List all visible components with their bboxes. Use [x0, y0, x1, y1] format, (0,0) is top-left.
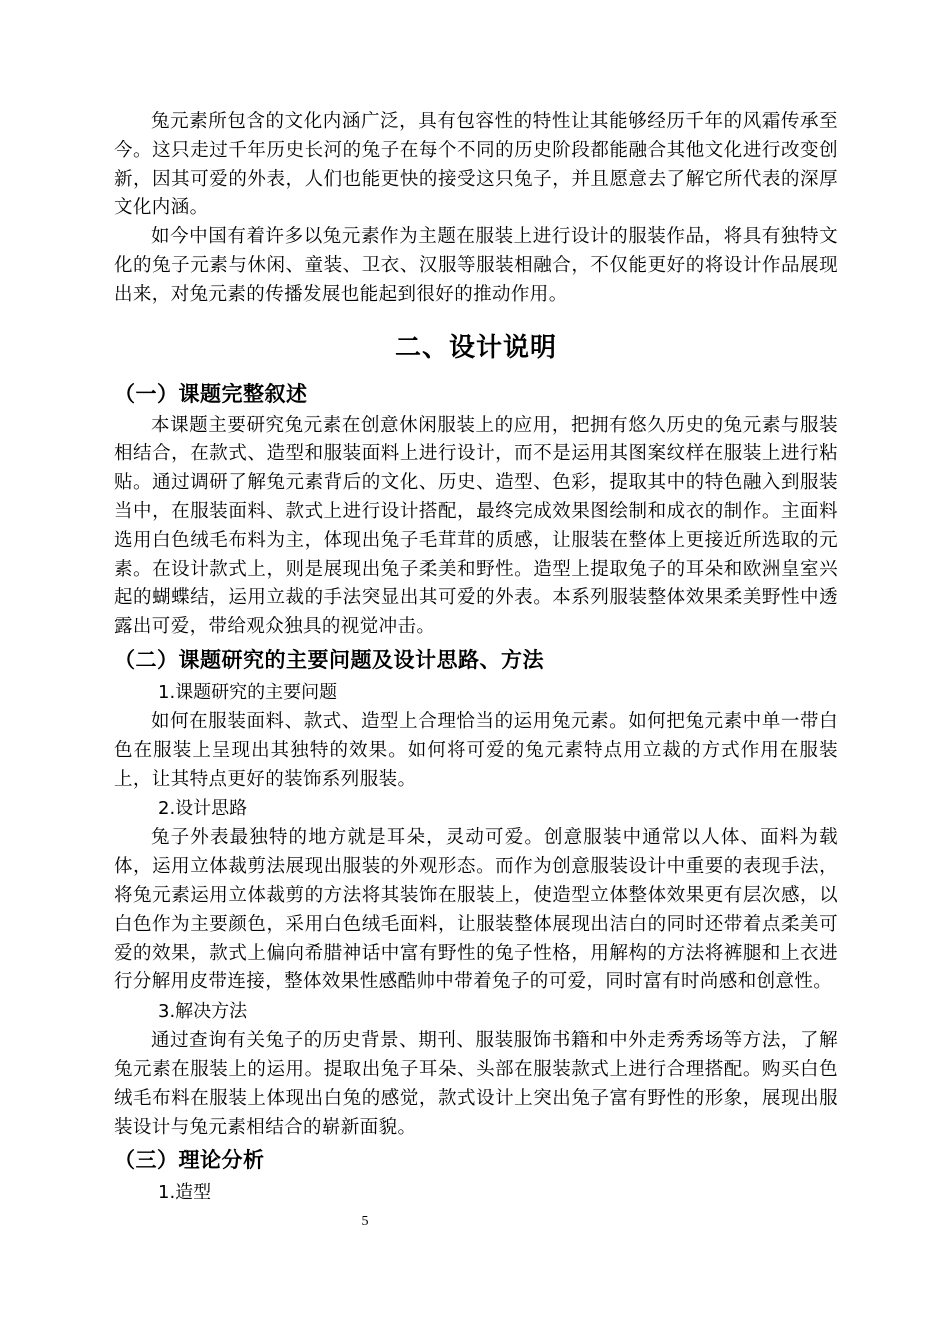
- subsection-2-2-paragraph: 兔子外表最独特的地方就是耳朵，灵动可爱。创意服装中通常以人体、面料为载体，运用立体裁剪法展现出服装的外观形态。而作为创意服装设计中重要的表现手法，将兔元素运用立体裁剪的方法将其装饰在服装上，使造型立体整体效果更有层次感，以白色作为主要颜色，采用白色绒毛面料，让服装整体展现出洁白的同时还带着点柔美可爱的效果，款式上偏向希腊神话中富有野性的兔子性格，用解构的方法将裤腿和上衣进行分解用皮带连接，整体效果性感酷帅中带着兔子的可爱，同时富有时尚感和创意性。: [114, 827, 838, 993]
- subsection-2-3-paragraph: 通过查询有关兔子的历史背景、期刊、服装服饰书籍和中外走秀秀场等方法，了解兔元素在服装上的运用。提取出兔子耳朵、头部在服装款式上进行合理搭配。购买白色绒毛布料在服装上体现出白兔的感觉，款式设计上突出兔子富有野性的形象，展现出服装设计与兔元素相结合的崭新面貌。: [114, 1030, 838, 1138]
- section-heading-1: （一）课题完整叙述: [114, 381, 308, 406]
- chapter-title: 二、设计说明: [394, 332, 557, 363]
- page-number: 5: [361, 1214, 369, 1229]
- subsection-heading-2-3: 3.解决方法: [158, 1001, 248, 1023]
- intro-paragraph-2: 如今中国有着许多以兔元素作为主题在服装上进行设计的服装作品，将具有独特文化的兔子元素与休闲、童装、卫衣、汉服等服装相融合，不仅能更好的将设计作品展现出来，对兔元素的传播发展也能起到很好的推动作用。: [114, 226, 838, 305]
- subsection-heading-2-2: 2.设计思路: [158, 798, 248, 820]
- section-heading-2: （二）课题研究的主要问题及设计思路、方法: [114, 647, 544, 672]
- section-1-paragraph: 本课题主要研究兔元素在创意休闲服装上的应用，把拥有悠久历史的兔元素与服装相结合，在款式、造型和服装面料上进行设计，而不是运用其图案纹样在服装上进行粘贴。通过调研了解兔元素背后的文化、历史、造型、色彩，提取其中的特色融入到服装当中，在服装面料、款式上进行设计搭配，最终完成效果图绘制和成衣的制作。主面料选用白色绒毛布料为主，体现出兔子毛茸茸的质感，让服装在整体上更接近所选取的元素。在设计款式上，则是展现出兔子柔美和野性。造型上提取兔子的耳朵和欧洲皇室兴起的蝴蝶结，运用立裁的手法突显出其可爱的外表。本系列服装整体效果柔美野性中透露出可爱，带给观众独具的视觉冲击。: [114, 414, 838, 638]
- intro-paragraph-1: 兔元素所包含的文化内涵广泛，具有包容性的特性让其能够经历千年的风霜传承至今。这只走过千年历史长河的兔子在每个不同的历史阶段都能融合其他文化进行改变创新，因其可爱的外表，人们也能更快的接受这只兔子，并且愿意去了解它所代表的深厚文化内涵。: [114, 111, 838, 219]
- subsection-2-1-paragraph: 如何在服装面料、款式、造型上合理恰当的运用兔元素。如何把兔元素中单一带白色在服装上呈现出其独特的效果。如何将可爱的兔元素特点用立裁的方式作用在服装上，让其特点更好的装饰系列服装。: [114, 710, 838, 790]
- page-content: [114, 108, 838, 1208]
- section-heading-3: （三）理论分析: [114, 1148, 265, 1173]
- subsection-heading-3-1: 1.造型: [158, 1182, 212, 1204]
- subsection-heading-2-1: 1.课题研究的主要问题: [158, 681, 338, 703]
